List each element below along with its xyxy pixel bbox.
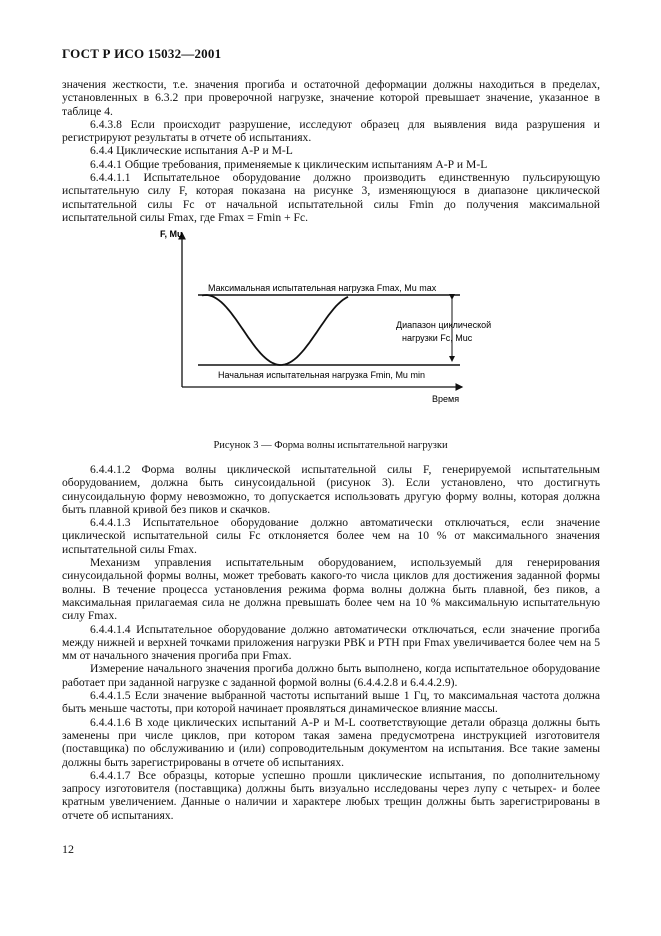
x-axis-label: Время bbox=[432, 394, 460, 404]
max-load-label: Максимальная испытательная нагрузка Fmax, Mu max bbox=[208, 283, 437, 293]
paragraph: 6.4.4.1.3 Испытательное оборудование должно автоматически отключаться, если значение циклической испытательной силы Fc отклоняется более чем на 10 % от максимального значения испытательной силы Fmax. bbox=[62, 516, 600, 556]
paragraph: 6.4.4.1.2 Форма волны циклической испытательной силы F, генерируемой испытательным оборудованием, должна быть синусоидальной (рисунок 3). Если установлено, что достигнуть синусоидальную форму невозможно, то допускается использовать другую форму волны, которая должна быть плавной кривой без пиков и скачков. bbox=[62, 463, 600, 516]
range-label-1: Диапазон циклической bbox=[396, 320, 492, 330]
figure-caption: Рисунок 3 — Форма волны испытательной нагрузки bbox=[213, 440, 448, 451]
paragraph: 6.4.3.8 Если происходит разрушение, исследуют образец для выявления вида разрушения и регистрируют результаты в отчете об испытаниях. bbox=[62, 117, 600, 145]
paragraph: 6.4.4.1.5 Если значение выбранной частоты испытаний выше 1 Гц, то максимальная частота должна быть меньше частоты, при которой начинает проявляться динамическое влияние массы. bbox=[62, 689, 600, 716]
load-waveform-figure bbox=[150, 225, 492, 415]
range-label-2: нагрузки Fc, Muc bbox=[402, 333, 473, 343]
sine-waveform bbox=[202, 295, 348, 365]
text-block-bottom bbox=[62, 463, 600, 822]
section-heading: 6.4.4 Циклические испытания А-Р и М-L bbox=[90, 144, 293, 158]
paragraph: значения жесткости, т.е. значения прогиба и остаточной деформации должны находиться в пределах, установленных в 6.3.2 при проверочной нагрузке, значение которой превышает значение, указанное в таблице 4. bbox=[62, 78, 600, 118]
text-block-top bbox=[62, 78, 600, 224]
paragraph: 6.4.4.1.1 Испытательное оборудование должно производить единственную пульсирующую испытательную силу F, которая показана на рисунке 3, изменяющуюся в диапазоне циклической испытательной силы Fc от начальной испытательной силы Fmin до получения максимальной испытательной силы Fmax, где Fmax = Fmin + Fc. bbox=[62, 171, 600, 224]
paragraph: 6.4.4.1.6 В ходе циклических испытаний А-Р и М-L соответствующие детали образца должны быть заменены при числе циклов, при котором такая замена предусмотрена инструкцией изготовителя (поставщика) по обслуживанию и (или) сопроводительным документом на испытания. Все такие замены должны быть зарегистрированы в отчете об испытаниях. bbox=[62, 715, 600, 769]
paragraph: Механизм управления испытательным оборудованием, используемый для генерирования синусоидальной формы волны, может требовать какого-то числа циклов для достижения заданной формы волны. В течение процесса установления режима форма волны должна быть плавной, без пиков, а максимальная прилагаемая сила не должна превышать более чем на 10 % максимальную испытательную силу Fmax. bbox=[62, 556, 600, 623]
paragraph: 6.4.4.1.4 Испытательное оборудование должно автоматически отключаться, если значение прогиба между нижней и верхней точками приложения нагрузки PВК и PТН при Fmax увеличивается более чем на 5 мм от начального значения прогиба при Fmax. bbox=[62, 622, 600, 663]
section-heading: 6.4.4.1 Общие требования, применяемые к циклическим испытаниям А-Р и М-L bbox=[90, 157, 488, 171]
paragraph: 6.4.4.1.7 Все образцы, которые успешно прошли циклические испытания, по дополнительному запросу изготовителя (поставщика) должны быть визуально исследованы через лупу с четырех- и более кратным увеличением. Данные о наличии и характере любых трещин должны быть зарегистрированы в отчете об испытаниях. bbox=[62, 768, 600, 822]
page-number: 12 bbox=[62, 842, 74, 856]
paragraph: Измерение начального значения прогиба должно быть выполнено, когда испытательное оборудование работает при заданной нагрузке с заданной формой волны (6.4.4.2.8 и 6.4.4.2.9). bbox=[62, 662, 600, 689]
document-header: ГОСТ Р ИСО 15032—2001 bbox=[62, 46, 222, 61]
min-load-label: Начальная испытательная нагрузка Fmin, Mu min bbox=[218, 370, 425, 380]
y-axis-label: F, Mu bbox=[160, 229, 183, 239]
